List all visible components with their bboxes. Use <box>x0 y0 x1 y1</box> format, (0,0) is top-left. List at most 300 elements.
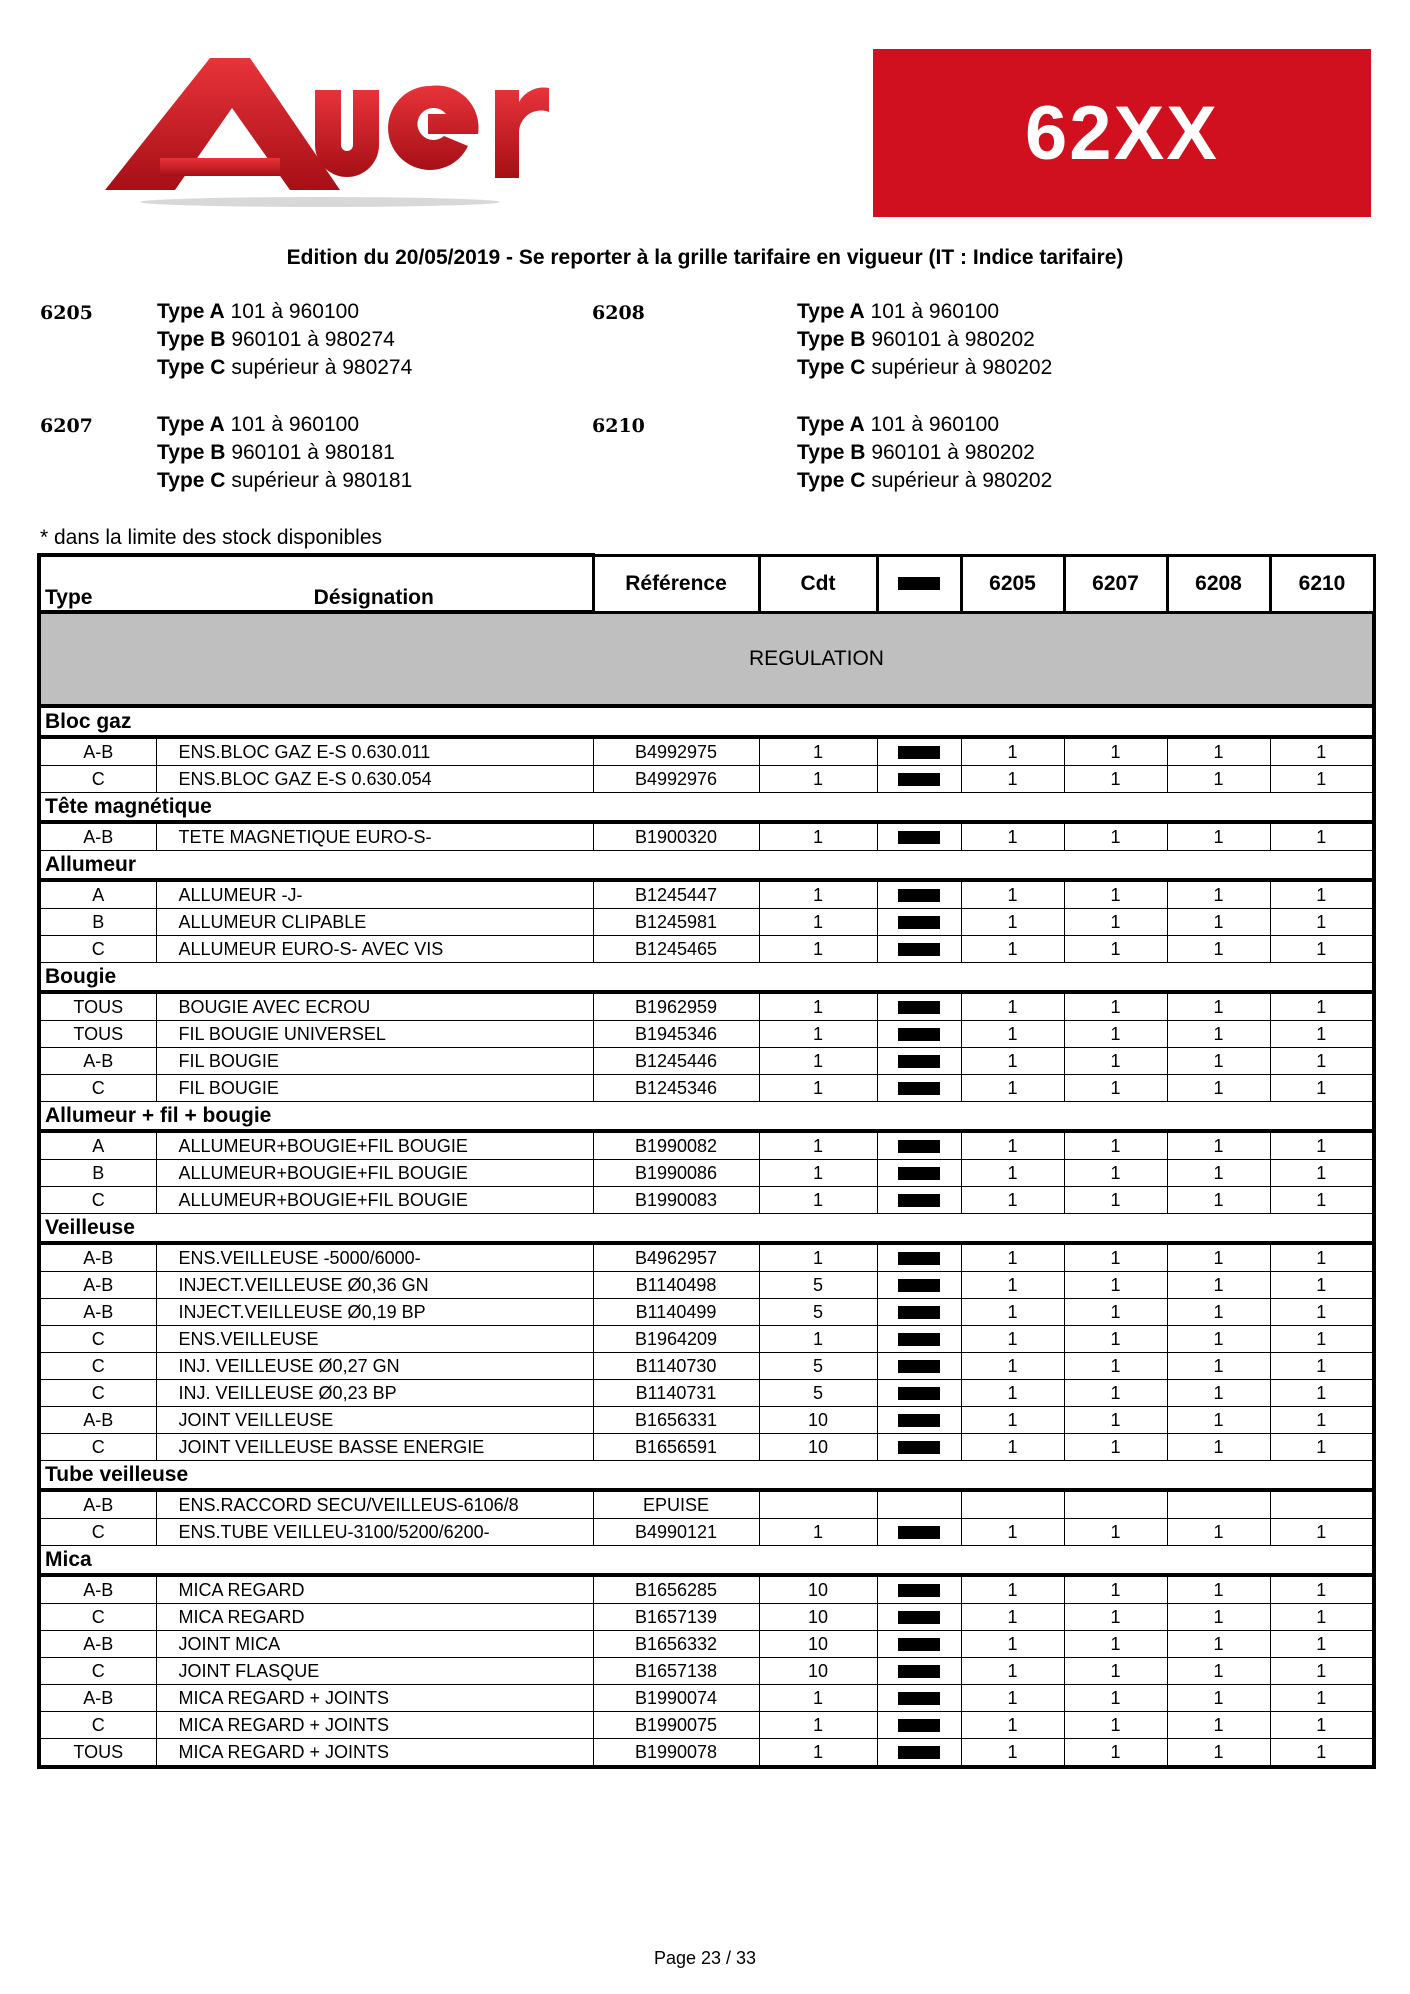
cell-designation: ALLUMEUR CLIPABLE <box>156 909 593 936</box>
cell-cdt <box>759 1490 877 1519</box>
black-mark <box>898 831 940 844</box>
cell-6207: 1 <box>1064 1631 1167 1658</box>
model-type-line <box>157 467 412 495</box>
model-type-line <box>157 298 412 326</box>
cell-6208: 1 <box>1167 1604 1270 1631</box>
cell-6207: 1 <box>1064 1048 1167 1075</box>
type-range: supérieur à 980202 <box>871 356 1053 379</box>
table-row <box>39 1575 1374 1604</box>
table-row <box>39 1021 1374 1048</box>
cell-cdt: 1 <box>759 1243 877 1272</box>
cell-type: A-B <box>39 1299 156 1326</box>
table-row <box>39 1407 1374 1434</box>
cell-black-mark <box>877 880 961 909</box>
cell-type: A-B <box>39 1490 156 1519</box>
type-label: Type C <box>157 469 226 492</box>
cell-black-mark <box>877 766 961 793</box>
cell-6210: 1 <box>1270 1272 1374 1299</box>
model-type-line <box>157 411 412 439</box>
cell-6210: 1 <box>1270 936 1374 963</box>
cell-cdt: 1 <box>759 1160 877 1187</box>
cell-6208: 1 <box>1167 909 1270 936</box>
type-label: Type B <box>797 328 866 351</box>
group-title: Tête magnétique <box>39 793 1374 823</box>
cell-designation: INJECT.VEILLEUSE Ø0,36 GN <box>156 1272 593 1299</box>
cell-6210: 1 <box>1270 1575 1374 1604</box>
cell-6210: 1 <box>1270 909 1374 936</box>
cell-6205: 1 <box>961 1575 1064 1604</box>
cell-black-mark <box>877 1353 961 1380</box>
cell-designation: ENS.VEILLEUSE <box>156 1326 593 1353</box>
cell-6208: 1 <box>1167 1048 1270 1075</box>
cell-type: C <box>39 1353 156 1380</box>
cell-black-mark <box>877 1187 961 1214</box>
header-black-mark <box>877 555 961 612</box>
cell-6208: 1 <box>1167 1575 1270 1604</box>
cell-6207: 1 <box>1064 1739 1167 1768</box>
table-row <box>39 1353 1374 1380</box>
cell-type: A-B <box>39 1631 156 1658</box>
cell-6207: 1 <box>1064 1299 1167 1326</box>
cell-6207: 1 <box>1064 1434 1167 1461</box>
cell-6210: 1 <box>1270 1519 1374 1546</box>
cell-type: TOUS <box>39 1021 156 1048</box>
model-types-0 <box>157 298 412 382</box>
black-mark <box>898 1526 940 1539</box>
black-mark <box>898 1746 940 1759</box>
cell-6210: 1 <box>1270 1021 1374 1048</box>
cell-black-mark <box>877 1519 961 1546</box>
cell-type: A-B <box>39 737 156 766</box>
group-title: Allumeur + fil + bougie <box>39 1102 1374 1132</box>
group-title: Bougie <box>39 963 1374 993</box>
cell-cdt: 1 <box>759 1131 877 1160</box>
cell-designation: ALLUMEUR+BOUGIE+FIL BOUGIE <box>156 1187 593 1214</box>
cell-6210: 1 <box>1270 1434 1374 1461</box>
cell-reference: B4992976 <box>593 766 759 793</box>
cell-black-mark <box>877 1075 961 1102</box>
black-mark <box>898 916 940 929</box>
cell-type: C <box>39 1434 156 1461</box>
cell-6205: 1 <box>961 1021 1064 1048</box>
black-mark <box>898 1665 940 1678</box>
cell-6210: 1 <box>1270 766 1374 793</box>
group-row <box>39 706 1374 737</box>
cell-reference: B1656285 <box>593 1575 759 1604</box>
black-mark <box>898 1252 940 1265</box>
cell-6207: 1 <box>1064 1131 1167 1160</box>
cell-6205: 1 <box>961 1519 1064 1546</box>
table-row <box>39 1160 1374 1187</box>
cell-6210: 1 <box>1270 822 1374 851</box>
cell-6208: 1 <box>1167 1021 1270 1048</box>
cell-6205: 1 <box>961 1243 1064 1272</box>
group-row <box>39 851 1374 881</box>
cell-black-mark <box>877 1739 961 1768</box>
model-type-line <box>797 326 1052 354</box>
cell-reference: B1945346 <box>593 1021 759 1048</box>
cell-6210: 1 <box>1270 1160 1374 1187</box>
cell-6205: 1 <box>961 1685 1064 1712</box>
auer-logo <box>100 50 580 210</box>
cell-black-mark <box>877 1380 961 1407</box>
black-mark <box>898 577 940 590</box>
cell-6210: 1 <box>1270 880 1374 909</box>
table-row <box>39 1326 1374 1353</box>
table-row <box>39 1631 1374 1658</box>
cell-reference: B1656591 <box>593 1434 759 1461</box>
cell-type: B <box>39 1160 156 1187</box>
cell-6205: 1 <box>961 1353 1064 1380</box>
cell-cdt: 1 <box>759 1685 877 1712</box>
table-row <box>39 1739 1374 1768</box>
cell-6210: 1 <box>1270 737 1374 766</box>
parts-table <box>37 553 1376 1769</box>
cell-6208: 1 <box>1167 1631 1270 1658</box>
cell-reference: B4962957 <box>593 1243 759 1272</box>
cell-black-mark <box>877 1490 961 1519</box>
type-label: Type A <box>157 413 225 436</box>
black-mark <box>898 1441 940 1454</box>
cell-type: A <box>39 880 156 909</box>
cell-type: A-B <box>39 1575 156 1604</box>
cell-6208: 1 <box>1167 880 1270 909</box>
type-label: Type B <box>797 441 866 464</box>
cell-6208: 1 <box>1167 1353 1270 1380</box>
cell-6208: 1 <box>1167 936 1270 963</box>
cell-type: C <box>39 766 156 793</box>
cell-designation: JOINT MICA <box>156 1631 593 1658</box>
cell-reference: B4990121 <box>593 1519 759 1546</box>
cell-black-mark <box>877 1272 961 1299</box>
cell-reference: B1245981 <box>593 909 759 936</box>
cell-type: C <box>39 1712 156 1739</box>
cell-6207: 1 <box>1064 737 1167 766</box>
table-row <box>39 1048 1374 1075</box>
cell-black-mark <box>877 1658 961 1685</box>
cell-6210: 1 <box>1270 1658 1374 1685</box>
group-row <box>39 1546 1374 1576</box>
type-range: supérieur à 980274 <box>231 356 413 379</box>
cell-6210: 1 <box>1270 1407 1374 1434</box>
cell-6207: 1 <box>1064 909 1167 936</box>
cell-designation: MICA REGARD + JOINTS <box>156 1712 593 1739</box>
table-row <box>39 1243 1374 1272</box>
cell-6205: 1 <box>961 1631 1064 1658</box>
cell-6207: 1 <box>1064 1326 1167 1353</box>
cell-6205: 1 <box>961 936 1064 963</box>
cell-type: C <box>39 1519 156 1546</box>
cell-6207: 1 <box>1064 1272 1167 1299</box>
cell-6210 <box>1270 1490 1374 1519</box>
cell-black-mark <box>877 1712 961 1739</box>
cell-reference: B4992975 <box>593 737 759 766</box>
cell-6205: 1 <box>961 1075 1064 1102</box>
cell-type: A-B <box>39 822 156 851</box>
cell-reference: B1900320 <box>593 822 759 851</box>
cell-6205: 1 <box>961 880 1064 909</box>
cell-designation: ENS.BLOC GAZ E-S 0.630.011 <box>156 737 593 766</box>
cell-cdt: 10 <box>759 1434 877 1461</box>
table-row <box>39 936 1374 963</box>
cell-cdt: 1 <box>759 766 877 793</box>
cell-black-mark <box>877 1407 961 1434</box>
cell-black-mark <box>877 1160 961 1187</box>
cell-designation: JOINT VEILLEUSE BASSE ENERGIE <box>156 1434 593 1461</box>
cell-6210: 1 <box>1270 1380 1374 1407</box>
cell-6207: 1 <box>1064 1685 1167 1712</box>
type-label: Type B <box>157 328 226 351</box>
cell-black-mark <box>877 1434 961 1461</box>
cell-6205: 1 <box>961 1131 1064 1160</box>
model-type-line <box>797 411 1052 439</box>
model-type-line <box>157 439 412 467</box>
group-title: Tube veilleuse <box>39 1461 1374 1491</box>
header-6205: 6205 <box>961 555 1064 612</box>
cell-reference: B1657139 <box>593 1604 759 1631</box>
cell-6207: 1 <box>1064 1353 1167 1380</box>
cell-reference: B1964209 <box>593 1326 759 1353</box>
cell-6208: 1 <box>1167 1299 1270 1326</box>
cell-black-mark <box>877 1604 961 1631</box>
cell-type: C <box>39 936 156 963</box>
cell-black-mark <box>877 1326 961 1353</box>
cell-type: TOUS <box>39 992 156 1021</box>
cell-6210: 1 <box>1270 1299 1374 1326</box>
cell-6210: 1 <box>1270 1712 1374 1739</box>
type-range: 960101 à 980202 <box>871 328 1035 351</box>
model-type-line <box>157 354 412 382</box>
cell-cdt: 1 <box>759 1021 877 1048</box>
type-range: supérieur à 980181 <box>231 469 413 492</box>
cell-reference: B1990075 <box>593 1712 759 1739</box>
cell-reference: B1990078 <box>593 1739 759 1768</box>
cell-reference: B1140499 <box>593 1299 759 1326</box>
black-mark <box>898 1055 940 1068</box>
cell-cdt: 10 <box>759 1658 877 1685</box>
cell-black-mark <box>877 936 961 963</box>
cell-black-mark <box>877 992 961 1021</box>
cell-6208: 1 <box>1167 1075 1270 1102</box>
cell-6210: 1 <box>1270 1739 1374 1768</box>
section-row <box>39 612 1374 706</box>
model-code-3: 6210 <box>592 415 645 437</box>
cell-reference: B1656332 <box>593 1631 759 1658</box>
cell-cdt: 1 <box>759 936 877 963</box>
black-mark <box>898 1140 940 1153</box>
cell-type: C <box>39 1075 156 1102</box>
cell-designation: INJ. VEILLEUSE Ø0,23 BP <box>156 1380 593 1407</box>
cell-6210: 1 <box>1270 1604 1374 1631</box>
cell-designation: MICA REGARD <box>156 1575 593 1604</box>
cell-6205: 1 <box>961 1739 1064 1768</box>
cell-6208: 1 <box>1167 1272 1270 1299</box>
cell-black-mark <box>877 1131 961 1160</box>
black-mark <box>898 1719 940 1732</box>
cell-6205: 1 <box>961 1604 1064 1631</box>
cell-6208: 1 <box>1167 1131 1270 1160</box>
table-row <box>39 822 1374 851</box>
type-label: Type A <box>797 300 865 323</box>
cell-6205: 1 <box>961 909 1064 936</box>
black-mark <box>898 1414 940 1427</box>
cell-designation: MICA REGARD + JOINTS <box>156 1685 593 1712</box>
type-range: supérieur à 980202 <box>871 469 1053 492</box>
type-range: 101 à 960100 <box>230 413 359 436</box>
table-row <box>39 1604 1374 1631</box>
black-mark <box>898 1584 940 1597</box>
cell-6208: 1 <box>1167 1243 1270 1272</box>
cell-6205: 1 <box>961 992 1064 1021</box>
cell-6208: 1 <box>1167 1739 1270 1768</box>
cell-6207: 1 <box>1064 1658 1167 1685</box>
cell-6210: 1 <box>1270 1131 1374 1160</box>
cell-designation: ALLUMEUR EURO-S- AVEC VIS <box>156 936 593 963</box>
cell-6210: 1 <box>1270 1631 1374 1658</box>
black-mark <box>898 1360 940 1373</box>
cell-6207: 1 <box>1064 1519 1167 1546</box>
cell-6210: 1 <box>1270 1048 1374 1075</box>
cell-black-mark <box>877 822 961 851</box>
type-label: Type C <box>797 356 866 379</box>
table-row <box>39 737 1374 766</box>
cell-type: C <box>39 1658 156 1685</box>
cell-black-mark <box>877 1048 961 1075</box>
cell-cdt: 1 <box>759 822 877 851</box>
model-type-line <box>797 298 1052 326</box>
cell-6205: 1 <box>961 1160 1064 1187</box>
cell-designation: ENS.RACCORD SECU/VEILLEUS-6106/8 <box>156 1490 593 1519</box>
table-row <box>39 1434 1374 1461</box>
cell-6205: 1 <box>961 1272 1064 1299</box>
cell-6207: 1 <box>1064 822 1167 851</box>
cell-6208 <box>1167 1490 1270 1519</box>
cell-type: C <box>39 1380 156 1407</box>
black-mark <box>898 889 940 902</box>
cell-6210: 1 <box>1270 992 1374 1021</box>
group-title: Veilleuse <box>39 1214 1374 1244</box>
model-type-line <box>797 354 1052 382</box>
type-range: 960101 à 980202 <box>871 441 1035 464</box>
group-row <box>39 963 1374 993</box>
header-6207: 6207 <box>1064 555 1167 612</box>
cell-reference: B1990086 <box>593 1160 759 1187</box>
cell-6208: 1 <box>1167 822 1270 851</box>
cell-6205: 1 <box>961 1299 1064 1326</box>
cell-6207 <box>1064 1490 1167 1519</box>
black-mark <box>898 943 940 956</box>
cell-type: A-B <box>39 1243 156 1272</box>
cell-6208: 1 <box>1167 1380 1270 1407</box>
cell-6210: 1 <box>1270 1075 1374 1102</box>
table-row <box>39 1490 1374 1519</box>
group-row <box>39 1102 1374 1132</box>
cell-designation: TETE MAGNETIQUE EURO-S- <box>156 822 593 851</box>
table-row <box>39 1187 1374 1214</box>
cell-cdt: 1 <box>759 880 877 909</box>
cell-6205: 1 <box>961 1187 1064 1214</box>
cell-6208: 1 <box>1167 1658 1270 1685</box>
cell-cdt: 1 <box>759 1739 877 1768</box>
cell-cdt: 5 <box>759 1353 877 1380</box>
cell-reference: B1990083 <box>593 1187 759 1214</box>
cell-6210: 1 <box>1270 1685 1374 1712</box>
cell-cdt: 10 <box>759 1575 877 1604</box>
section-title: REGULATION <box>39 612 1374 706</box>
edition-line: Edition du 20/05/2019 - Se reporter à la grille tarifaire en vigueur (IT : Indice tarifaire) <box>286 246 1124 269</box>
table-row <box>39 1272 1374 1299</box>
cell-black-mark <box>877 909 961 936</box>
cell-6205: 1 <box>961 1380 1064 1407</box>
cell-6208: 1 <box>1167 1160 1270 1187</box>
model-code-2: 6207 <box>40 415 93 437</box>
cell-6208: 1 <box>1167 1712 1270 1739</box>
cell-designation: ENS.TUBE VEILLEU-3100/5200/6200- <box>156 1519 593 1546</box>
cell-cdt: 1 <box>759 1712 877 1739</box>
cell-black-mark <box>877 737 961 766</box>
black-mark <box>898 1194 940 1207</box>
model-code-0: 6205 <box>40 302 93 324</box>
group-row <box>39 793 1374 823</box>
stock-note: * dans la limite des stock disponibles <box>40 526 383 549</box>
cell-designation: ENS.BLOC GAZ E-S 0.630.054 <box>156 766 593 793</box>
group-row <box>39 1214 1374 1244</box>
cell-designation: INJ. VEILLEUSE Ø0,27 GN <box>156 1353 593 1380</box>
cell-reference: B1962959 <box>593 992 759 1021</box>
black-mark <box>898 1692 940 1705</box>
header-designation: Désignation <box>156 555 593 612</box>
cell-6205 <box>961 1490 1064 1519</box>
type-label: Type A <box>797 413 865 436</box>
cell-designation: ALLUMEUR+BOUGIE+FIL BOUGIE <box>156 1131 593 1160</box>
cell-reference: B1140730 <box>593 1353 759 1380</box>
cell-6210: 1 <box>1270 1353 1374 1380</box>
black-mark <box>898 1333 940 1346</box>
cell-cdt: 1 <box>759 1326 877 1353</box>
table-row <box>39 880 1374 909</box>
cell-cdt: 10 <box>759 1631 877 1658</box>
black-mark <box>898 1387 940 1400</box>
cell-6207: 1 <box>1064 1160 1167 1187</box>
cell-cdt: 1 <box>759 992 877 1021</box>
model-code-box <box>873 49 1371 217</box>
cell-6208: 1 <box>1167 1685 1270 1712</box>
cell-black-mark <box>877 1299 961 1326</box>
cell-6207: 1 <box>1064 1187 1167 1214</box>
cell-cdt: 1 <box>759 909 877 936</box>
cell-cdt: 1 <box>759 1048 877 1075</box>
cell-reference: B1140731 <box>593 1380 759 1407</box>
table-row <box>39 1131 1374 1160</box>
cell-cdt: 1 <box>759 737 877 766</box>
cell-6205: 1 <box>961 822 1064 851</box>
cell-black-mark <box>877 1575 961 1604</box>
header-type: Type <box>39 555 156 612</box>
cell-type: B <box>39 909 156 936</box>
model-type-line <box>157 326 412 354</box>
cell-6208: 1 <box>1167 992 1270 1021</box>
cell-black-mark <box>877 1685 961 1712</box>
black-mark <box>898 773 940 786</box>
cell-cdt: 5 <box>759 1272 877 1299</box>
group-title: Bloc gaz <box>39 706 1374 737</box>
cell-reference: EPUISE <box>593 1490 759 1519</box>
cell-6207: 1 <box>1064 1604 1167 1631</box>
cell-designation: JOINT VEILLEUSE <box>156 1407 593 1434</box>
black-mark <box>898 1306 940 1319</box>
type-range: 960101 à 980274 <box>231 328 395 351</box>
cell-reference: B1245447 <box>593 880 759 909</box>
